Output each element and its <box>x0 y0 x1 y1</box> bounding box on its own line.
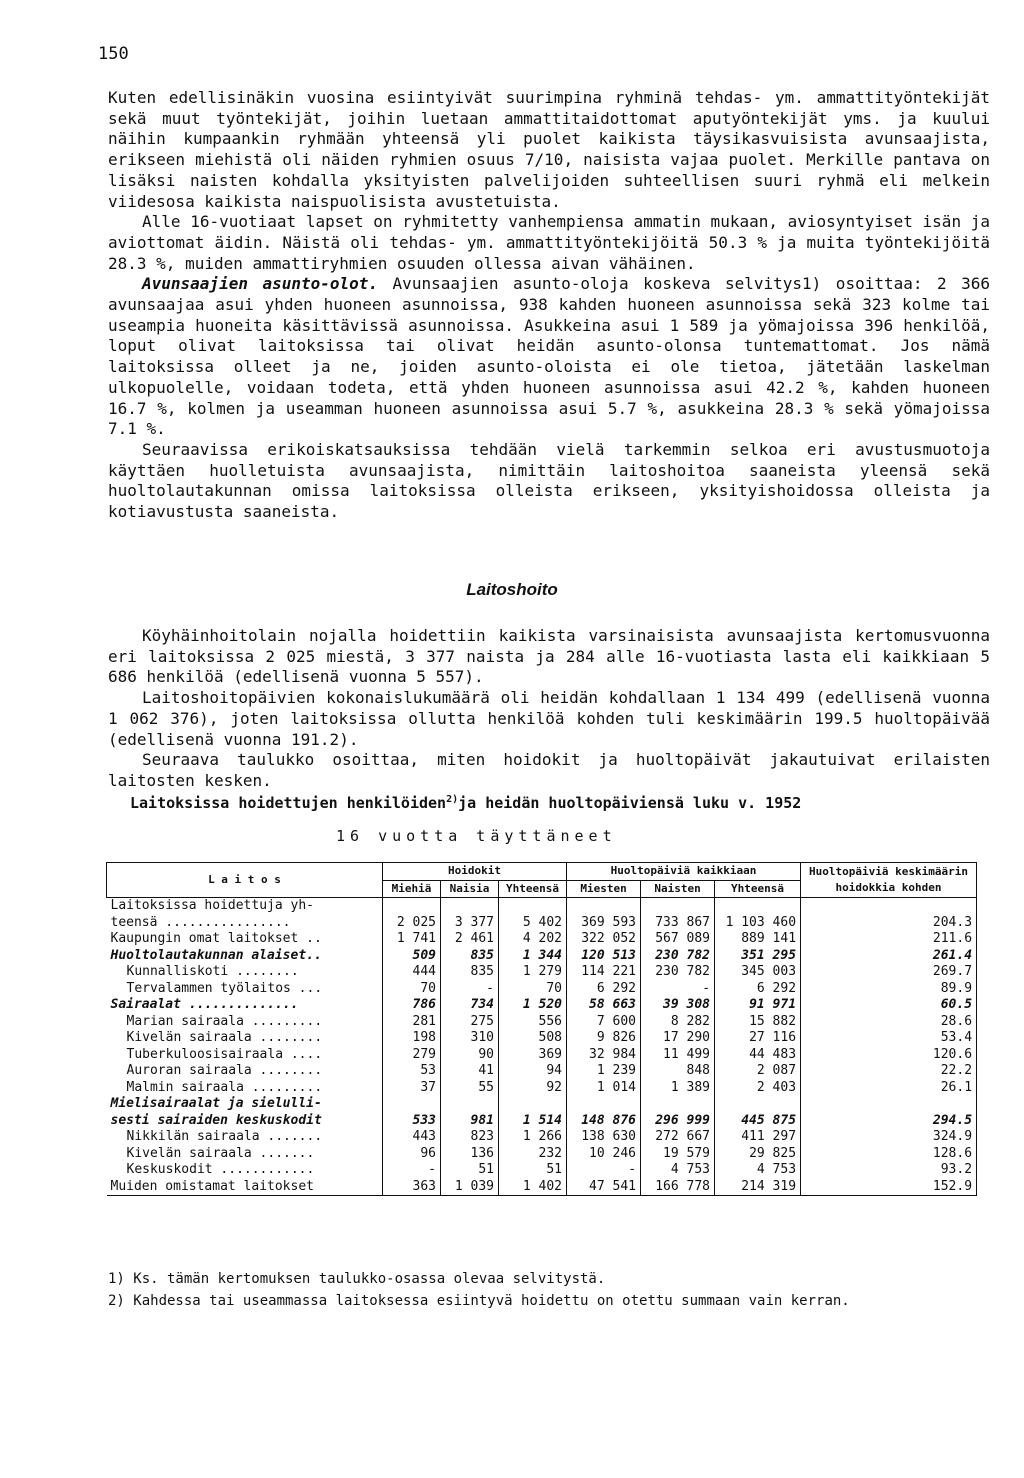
cell <box>715 1096 801 1113</box>
cell: 1 266 <box>499 1129 567 1146</box>
cell: 70 <box>499 981 567 998</box>
cell: 296 999 <box>641 1113 715 1130</box>
cell: 1 389 <box>641 1080 715 1097</box>
paragraph-1: Kuten edellisinäkin vuosina esiintyivät suurimpina ryhminä tehdas- ym. ammattityöntekijät sekä muut työntekijät, joihin luetaan ammattitaidottomat aputyöntekijät yms. ja kuului näihin kumpaankin ryhmään yhteensä yli puolet kaikista täysikasvuisista avunsaajista, erikseen miehistä oli näiden ryhmien osuus 7/10, naisista vajaa puolet. Merkille pantava on lisäksi naisten kohdalla yksityisten palvelijoiden suhteellisen suuri ryhmä eli melkein viidesosa kaikista naispuolisista avustetuista. <box>108 88 990 211</box>
cell: 835 <box>441 964 499 981</box>
cell: 8 282 <box>641 1014 715 1031</box>
cell: 28.6 <box>801 1014 977 1031</box>
cell: 148 876 <box>567 1113 641 1130</box>
table-row <box>107 981 977 998</box>
cell: 324.9 <box>801 1129 977 1146</box>
cell <box>641 898 715 915</box>
cell: 556 <box>499 1014 567 1031</box>
header-naisia: Naisia <box>441 880 499 898</box>
cell: 4 753 <box>641 1162 715 1179</box>
cell: 60.5 <box>801 997 977 1014</box>
cell: 22.2 <box>801 1063 977 1080</box>
cell: 211.6 <box>801 931 977 948</box>
table-subtitle: 16 vuotta täyttäneet <box>336 827 617 845</box>
cell: 835 <box>441 948 499 965</box>
table-row <box>107 1146 977 1163</box>
header-yhteensa-2: Yhteensä <box>715 880 801 898</box>
data-table <box>106 862 977 1196</box>
table-row <box>107 1129 977 1146</box>
cell: 10 246 <box>567 1146 641 1163</box>
table-row <box>107 1014 977 1031</box>
row-label: Keskuskodit ............ <box>126 1162 315 1177</box>
cell: 136 <box>441 1146 499 1163</box>
cell: 567 089 <box>641 931 715 948</box>
cell: 7 600 <box>567 1014 641 1031</box>
cell <box>383 1096 441 1113</box>
cell: 230 782 <box>641 964 715 981</box>
cell: - <box>441 981 499 998</box>
cell: 51 <box>499 1162 567 1179</box>
row-label: sesti sairaiden keskuskodit <box>110 1112 322 1128</box>
cell: 230 782 <box>641 948 715 965</box>
cell <box>715 898 801 915</box>
cell: 47 541 <box>567 1179 641 1196</box>
cell: 786 <box>383 997 441 1014</box>
cell: 2 087 <box>715 1063 801 1080</box>
cell: 4 753 <box>715 1162 801 1179</box>
cell: 53 <box>383 1063 441 1080</box>
header-laitos: L a i t o s <box>107 863 383 898</box>
cell: 138 630 <box>567 1129 641 1146</box>
cell: 1 039 <box>441 1179 499 1196</box>
cell: 734 <box>441 997 499 1014</box>
table-row <box>107 1162 977 1179</box>
header-naisten: Naisten <box>641 880 715 898</box>
paragraph-next: Seuraavissa erikoiskatsauksissa tehdään vielä tarkemmin selkoa eri avustusmuotoja käyttäen huolletuista avunsaajista, nimittäin laitoshoitoa saaneista yleensä sekä huoltolautakunnan omissa laitoksissa olleista erikseen, yksityishoidossa olleista ja kotiavustusta saaneista. <box>108 439 990 522</box>
table-row <box>107 997 977 1014</box>
section-heading: Laitoshoito <box>466 580 558 599</box>
cell: 272 667 <box>641 1129 715 1146</box>
header-miesten: Miesten <box>567 880 641 898</box>
housing-heading: Avunsaajien asunto-olot. <box>142 274 379 294</box>
cell: 11 499 <box>641 1047 715 1064</box>
cell: 90 <box>441 1047 499 1064</box>
table-row <box>107 948 977 965</box>
footnote-2: 2) Kahdessa tai useammassa laitoksessa esiintyvä hoidettu on otettu summaan vain kerran. <box>108 1293 850 1309</box>
cell: 92 <box>499 1080 567 1097</box>
cell: 93.2 <box>801 1162 977 1179</box>
row-label: teensä ................ <box>110 914 291 930</box>
table-row <box>107 964 977 981</box>
cell: 1 402 <box>499 1179 567 1196</box>
table-row <box>107 1096 977 1113</box>
row-label: Malmin sairaala ......... <box>126 1079 323 1095</box>
cell: 120.6 <box>801 1047 977 1064</box>
row-label: Kaupungin omat laitokset .. <box>110 931 322 946</box>
housing-text: Avunsaajien asunto-oloja koskeva selvitys1) osoittaa: 2 366 avunsaajaa asui yhden huoneen asunnoissa, 938 kahden huoneen asunnoissa sekä 323 kolme tai useampia huoneita käsittävissä asunnoissa. Asukkeina asui 1 589 ja yömajoissa 396 henkilöä, loput olivat laitoksissa tai olivat heidän asunto-olonsa tuntemattomat. Jos nämä laitoksissa olleet ja ne, joiden asunto-oloista ei ole tietoa, jätetään laskelman ulkopuolelle, voidaan todeta, että yhden huoneen asunnoissa asui 42.2 %, kahden huoneen 16.7 %, kolmen ja useamman huoneen asunnoissa asui 5.7 %, asukkeina 28.3 % sekä yömajoissa 7.1 %. <box>108 274 991 439</box>
cell: 1 014 <box>567 1080 641 1097</box>
cell: 2 025 <box>383 915 441 932</box>
header-yhteensa: Yhteensä <box>499 880 567 898</box>
row-label: Kivelän sairaala ........ <box>126 1030 323 1045</box>
cell <box>641 1096 715 1113</box>
cell: 91 971 <box>715 997 801 1014</box>
table-title-part-b: ja heidän huoltopäiviensä luku v. 1952 <box>458 794 802 812</box>
cell: 509 <box>383 948 441 965</box>
cell: 351 295 <box>715 948 801 965</box>
cell: 44 483 <box>715 1047 801 1064</box>
cell <box>567 1096 641 1113</box>
cell: 17 290 <box>641 1030 715 1047</box>
table-row <box>107 1063 977 1080</box>
cell: 96 <box>383 1146 441 1163</box>
table-row <box>107 1030 977 1047</box>
cell: 204.3 <box>801 915 977 932</box>
cell: - <box>567 1162 641 1179</box>
cell: 37 <box>383 1080 441 1097</box>
cell: 32 984 <box>567 1047 641 1064</box>
row-label: Tervalammen työlaitos ... <box>126 980 323 996</box>
cell: 533 <box>383 1113 441 1130</box>
cell: - <box>641 981 715 998</box>
table-title-part-a: Laitoksissa hoidettujen henkilöiden <box>130 794 447 812</box>
paragraph-2: Alle 16-vuotiaat lapset on ryhmitetty vanhempiensa ammatin mukaan, aviosyntyiset isän ja aviottomat äidin. Näistä oli tehdas- ym. ammattityöntekijöitä 50.3 % ja muita työntekijöitä 28.3 %, muiden ammattiryhmien osuuden ollessa aivan vähäinen. <box>108 212 990 273</box>
cell: 1 103 460 <box>715 915 801 932</box>
cell: 9 826 <box>567 1030 641 1047</box>
cell: 823 <box>441 1129 499 1146</box>
header-huoltopaivia: Huoltopäiviä kaikkiaan <box>567 863 801 881</box>
cell: 19 579 <box>641 1146 715 1163</box>
row-label: Sairaalat .............. <box>110 997 299 1012</box>
cell: 733 867 <box>641 915 715 932</box>
cell: 198 <box>383 1030 441 1047</box>
cell: 15 882 <box>715 1014 801 1031</box>
cell: 1 514 <box>499 1113 567 1130</box>
cell: 294.5 <box>801 1113 977 1130</box>
cell: 369 <box>499 1047 567 1064</box>
cell: 275 <box>441 1014 499 1031</box>
page-number: 150 <box>98 44 129 64</box>
cell: 444 <box>383 964 441 981</box>
cell: 445 875 <box>715 1113 801 1130</box>
table-row <box>107 931 977 948</box>
row-label: Auroran sairaala ........ <box>126 1063 323 1078</box>
table-row <box>107 915 977 932</box>
cell: 39 308 <box>641 997 715 1014</box>
cell: 363 <box>383 1179 441 1196</box>
row-label: Nikkilän sairaala ....... <box>126 1129 323 1144</box>
footnotes <box>108 1270 988 1314</box>
cell: 1 520 <box>499 997 567 1014</box>
cell: 94 <box>499 1063 567 1080</box>
cell: 214 319 <box>715 1179 801 1196</box>
cell: 981 <box>441 1113 499 1130</box>
cell: 55 <box>441 1080 499 1097</box>
cell: 411 297 <box>715 1129 801 1146</box>
cell: 58 663 <box>567 997 641 1014</box>
header-keskimaarin: Huoltopäiviä keskimäärin hoidokkia kohden <box>801 863 977 898</box>
cell: 232 <box>499 1146 567 1163</box>
footnote-1: 1) Ks. tämän kertomuksen taulukko-osassa olevaa selvitystä. <box>108 1271 606 1287</box>
cell: 2 403 <box>715 1080 801 1097</box>
section-text <box>108 626 990 792</box>
cell <box>441 1096 499 1113</box>
cell: 41 <box>441 1063 499 1080</box>
cell: 120 513 <box>567 948 641 965</box>
cell: 1 279 <box>499 964 567 981</box>
row-label: Marian sairaala ......... <box>126 1013 323 1029</box>
cell: 6 292 <box>567 981 641 998</box>
cell: 281 <box>383 1014 441 1031</box>
cell: 345 003 <box>715 964 801 981</box>
cell: 5 402 <box>499 915 567 932</box>
table-row <box>107 1080 977 1097</box>
row-label: Kunnalliskoti ........ <box>126 964 299 979</box>
cell: - <box>383 1162 441 1179</box>
header-miehia: Miehiä <box>383 880 441 898</box>
paragraph-housing <box>108 274 990 440</box>
cell: 166 778 <box>641 1179 715 1196</box>
cell: 114 221 <box>567 964 641 981</box>
cell: 89.9 <box>801 981 977 998</box>
cell: 70 <box>383 981 441 998</box>
cell <box>383 898 441 915</box>
cell: 1 239 <box>567 1063 641 1080</box>
cell <box>567 898 641 915</box>
cell: 261.4 <box>801 948 977 965</box>
table-row <box>107 1113 977 1130</box>
cell: 1 741 <box>383 931 441 948</box>
cell: 4 202 <box>499 931 567 948</box>
cell: 26.1 <box>801 1080 977 1097</box>
section-paragraph-1: Köyhäinhoitolain nojalla hoidettiin kaikista varsinaisista avunsaajista kertomusvuonna eri laitoksissa 2 025 miestä, 3 377 naista ja 284 alle 16-vuotiasta lasta eli kaikkiaan 5 686 henkilöä (edellisenä vuonna 5 557). <box>108 626 990 687</box>
cell: 3 377 <box>441 915 499 932</box>
cell: 443 <box>383 1129 441 1146</box>
cell: 53.4 <box>801 1030 977 1047</box>
cell: 1 344 <box>499 948 567 965</box>
section-paragraph-2: Laitoshoitopäivien kokonaislukumäärä oli heidän kohdallaan 1 134 499 (edellisenä vuonna 1 062 376), joten laitoksissa ollutta henkilöä kohden tuli keskimäärin 199.5 huoltopäivää (edellisenä vuonna 191.2). <box>108 688 990 749</box>
row-label: Muiden omistamat laitokset <box>107 1179 383 1196</box>
row-label: Tuberkuloosisairaala .... <box>126 1046 323 1062</box>
cell <box>801 898 977 915</box>
cell <box>801 1096 977 1113</box>
cell: 508 <box>499 1030 567 1047</box>
table-title <box>130 794 801 812</box>
cell: 51 <box>441 1162 499 1179</box>
row-label: Laitoksissa hoidettuja yh- <box>110 898 314 913</box>
body-text <box>108 88 990 523</box>
cell: 27 116 <box>715 1030 801 1047</box>
header-hoidokit: Hoidokit <box>383 863 567 881</box>
cell: 279 <box>383 1047 441 1064</box>
cell <box>499 1096 567 1113</box>
cell: 848 <box>641 1063 715 1080</box>
cell: 128.6 <box>801 1146 977 1163</box>
cell <box>441 898 499 915</box>
cell: 2 461 <box>441 931 499 948</box>
cell: 269.7 <box>801 964 977 981</box>
cell: 310 <box>441 1030 499 1047</box>
cell: 322 052 <box>567 931 641 948</box>
cell: 369 593 <box>567 915 641 932</box>
cell <box>499 898 567 915</box>
row-label: Huoltolautakunnan alaiset.. <box>110 947 322 963</box>
table-title-footnote-ref: 2) <box>446 794 459 805</box>
cell: 889 141 <box>715 931 801 948</box>
table-row <box>107 1179 977 1196</box>
cell: 152.9 <box>801 1179 977 1196</box>
table-row <box>107 1047 977 1064</box>
row-label: Mielisairaalat ja sielulli- <box>110 1096 322 1111</box>
cell: 29 825 <box>715 1146 801 1163</box>
cell: 6 292 <box>715 981 801 998</box>
table-row <box>107 898 977 915</box>
row-label: Kivelän sairaala ....... <box>126 1145 315 1161</box>
section-paragraph-3: Seuraava taulukko osoittaa, miten hoidokit ja huoltopäivät jakautuivat erilaisten laitosten kesken. <box>108 750 990 790</box>
